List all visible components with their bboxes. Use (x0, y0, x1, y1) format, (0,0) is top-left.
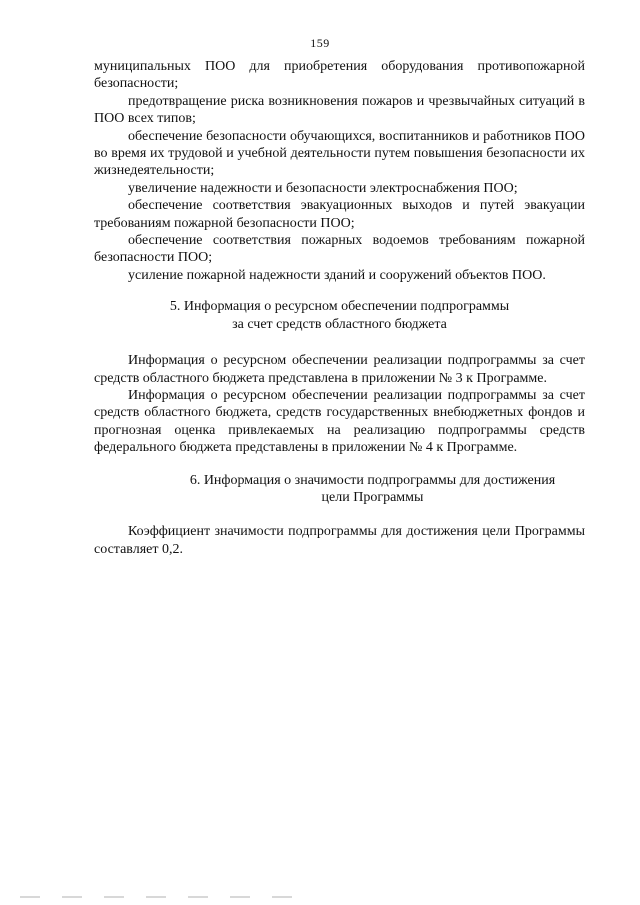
section-6-paragraph-1: Коэффициент значимости подпрограммы для достижения цели Программы составляет 0,2. (94, 524, 585, 557)
document-body (94, 58, 585, 558)
section-5-heading-line-1: 5. Информация о ресурсном обеспечении подпрограммы (169, 299, 510, 315)
section-6-heading-line-1: 6. Информация о значимости подпрограммы для достижения (189, 472, 556, 488)
paragraph: усиление пожарной надежности зданий и сооружений объектов ПОО. (128, 267, 546, 283)
paragraph: увеличение надежности и безопасности электроснабжения ПОО; (128, 180, 518, 196)
scan-mark (272, 896, 292, 898)
paragraph: обеспечение безопасности обучающихся, воспитанников и работников ПОО во время их трудовой и учебной деятельности путем повышения безопасности их жизнедеятельности; (94, 128, 585, 179)
paragraph: обеспечение соответствия эвакуационных выходов и путей эвакуации требованиям пожарной безопасности ПОО; (94, 198, 585, 231)
paragraph: обеспечение соответствия пожарных водоемов требованиям пожарной безопасности ПОО; (94, 233, 585, 266)
section-5-heading-line-2: за счет средств областного бюджета (232, 316, 447, 332)
paragraph: предотвращение риска возникновения пожаров и чрезвычайных ситуаций в ПОО всех типов; (94, 93, 585, 127)
scan-mark (62, 896, 82, 898)
paragraph: муниципальных ПОО для приобретения оборудования противопожарной безопасности; (94, 59, 585, 92)
section-5-heading (94, 298, 585, 333)
scan-mark (188, 896, 208, 898)
page-number: 159 (310, 36, 330, 50)
scan-artifact-marks (20, 896, 320, 900)
section-5-paragraph-2: Информация о ресурсном обеспечении реализации подпрограммы за счет средств областного бюджета, средств государственных внебюджетных фондов и прогнозная оценка привлекаемых на реализацию подпрограммы средств федерального бюджета представлены в приложении № 4 к Программе. (94, 387, 585, 456)
scan-mark (20, 896, 40, 898)
scan-mark (104, 896, 124, 898)
scan-mark (230, 896, 250, 898)
scan-mark (146, 896, 166, 898)
section-6-heading (160, 472, 585, 507)
section-6-heading-line-2: цели Программы (321, 489, 424, 505)
section-5-paragraph-1: Информация о ресурсном обеспечении реализации подпрограммы за счет средств областного бюджета представлена в приложении № 3 к Программе. (94, 353, 585, 386)
